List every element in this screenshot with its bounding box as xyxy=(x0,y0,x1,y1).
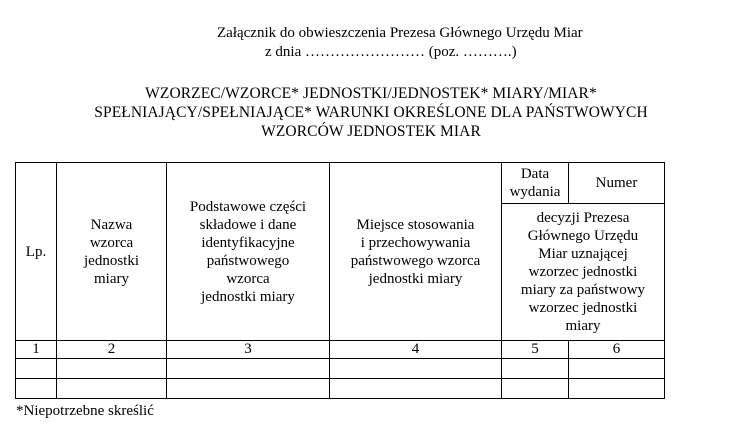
table-cell[interactable] xyxy=(330,359,502,379)
header-decision-line: miary xyxy=(565,318,601,334)
header-date-line: wydania xyxy=(509,184,561,200)
table-cell[interactable] xyxy=(330,379,502,399)
title-line-3: WZORCÓW JEDNOSTEK MIAR xyxy=(261,123,481,140)
header-basic-components xyxy=(167,163,330,341)
header-lp xyxy=(16,163,57,341)
table-cell[interactable] xyxy=(502,379,569,399)
header-parts-line: państwowego xyxy=(206,252,290,269)
column-number: 6 xyxy=(569,341,665,359)
column-number: 5 xyxy=(502,341,569,359)
header-parts-line: identyfikacyjne xyxy=(201,234,295,251)
header-number xyxy=(569,163,665,204)
table-cell[interactable] xyxy=(16,379,57,399)
table-cell[interactable] xyxy=(57,379,167,399)
table-row xyxy=(16,379,665,399)
table-cell[interactable] xyxy=(16,359,57,379)
header-parts-line: jednostki miary xyxy=(201,288,295,305)
title-line-2: SPEŁNIAJĄCY/SPEŁNIAJĄCE* WARUNKI OKREŚLONE DLA PAŃSTWOWYCH xyxy=(94,104,648,121)
header-decision-line: miary za państwowy xyxy=(520,282,646,298)
header-decision-line: wzorzec jednostki xyxy=(528,264,638,280)
header-decision xyxy=(502,204,665,341)
table-cell[interactable] xyxy=(167,359,330,379)
annex-line-2: z dnia …………………… (poz. ……….) xyxy=(265,44,517,60)
footnote: *Niepotrzebne skreślić xyxy=(16,403,154,419)
header-decision-line: Miar uznającej xyxy=(538,246,628,262)
document-title xyxy=(0,84,742,141)
table-row xyxy=(16,359,665,379)
header-parts-line: Podstawowe części xyxy=(189,198,307,215)
table-cell[interactable] xyxy=(502,359,569,379)
annex-line-1: Załącznik do obwieszczenia Prezesa Głównego Urzędu Miar xyxy=(217,25,583,41)
header-name-line: Nazwa xyxy=(90,216,133,233)
header-decision-line: decyzji Prezesa xyxy=(536,210,630,226)
header-parts-line: wzorca xyxy=(226,270,270,287)
column-number: 3 xyxy=(167,341,330,359)
column-number-row xyxy=(16,341,665,359)
column-number: 4 xyxy=(330,341,502,359)
header-name-line: jednostki xyxy=(84,252,139,269)
table-cell[interactable] xyxy=(569,359,665,379)
column-number: 1 xyxy=(16,341,57,359)
header-lp-label: Lp. xyxy=(25,243,47,260)
header-decision-line: Głównego Urzędu xyxy=(527,228,639,244)
header-place-of-use xyxy=(330,163,502,341)
header-name-line: wzorca xyxy=(89,234,134,251)
table-cell[interactable] xyxy=(569,379,665,399)
header-place-line: państwowego wzorca xyxy=(350,252,481,269)
header-name-line: miary xyxy=(94,270,129,287)
header-place-line: i przechowywania xyxy=(360,234,471,251)
table-cell[interactable] xyxy=(57,359,167,379)
header-standard-name xyxy=(57,163,167,341)
header-parts-line: składowe i dane xyxy=(199,216,297,233)
header-issue-date xyxy=(502,163,569,204)
registry-table xyxy=(15,162,665,399)
header-date-line: Data xyxy=(520,166,550,182)
column-number: 2 xyxy=(57,341,167,359)
header-place-line: Miejsce stosowania xyxy=(356,216,475,233)
table-cell[interactable] xyxy=(167,379,330,399)
header-place-line: jednostki miary xyxy=(368,270,463,287)
header-decision-line: wzorzec jednostki xyxy=(528,300,638,316)
title-line-1: WZORZEC/WZORCE* JEDNOSTKI/JEDNOSTEK* MIARY/MIAR* xyxy=(145,85,597,102)
header-number-label: Numer xyxy=(595,175,638,191)
